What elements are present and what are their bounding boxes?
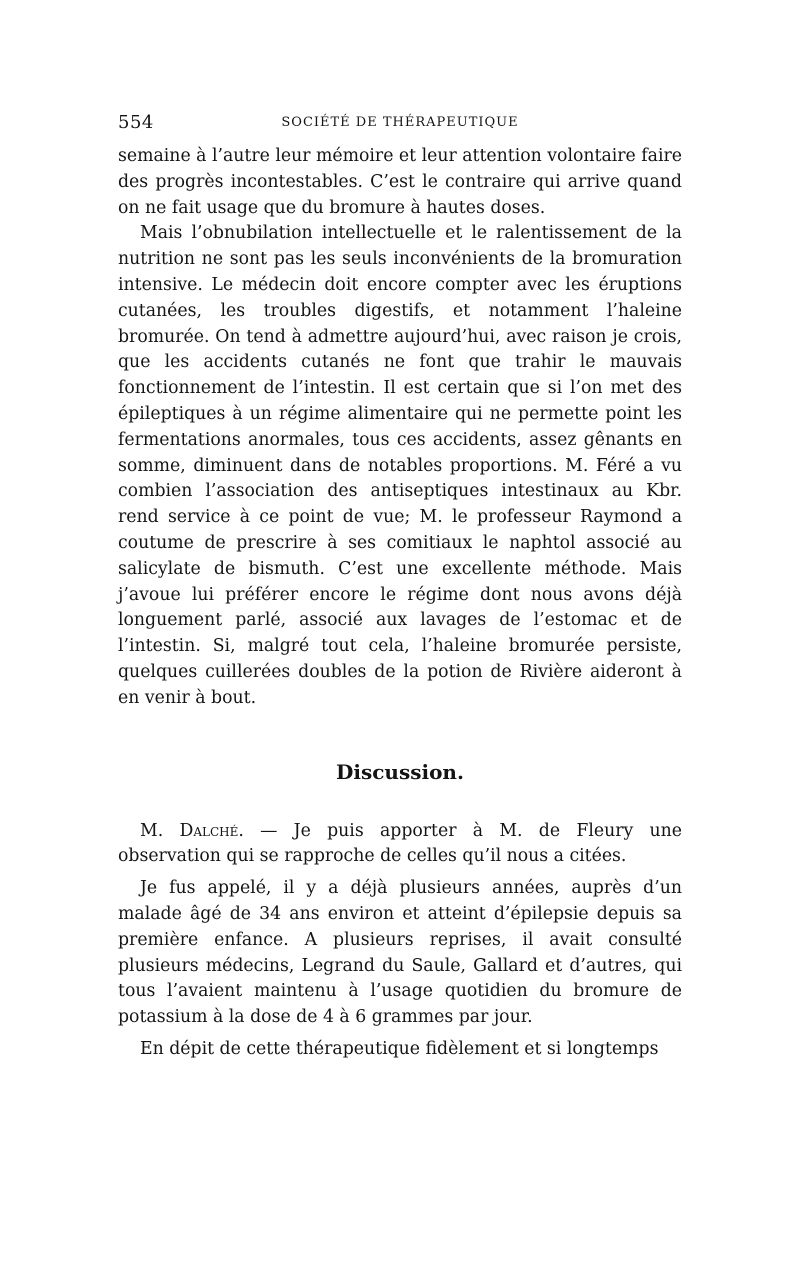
book-page [118, 112, 682, 1063]
discussion-paragraph: Je fus appelé, il y a déjà plusieurs années, auprès d’un malade âgé de 34 ans environ et atteint d’épilepsie depuis sa première enfance. A plusieurs reprises, il avait consulté plusieurs médecins, Legrand du Saule, Gallard et d’autres, qui tous l’avaient maintenu à l’usage quotidien du bromure de potassium à la dose de 4 à 6 grammes par jour. [118, 878, 682, 1028]
page-number: 554 [118, 112, 154, 133]
body-paragraph: Mais l’obnubilation intellectuelle et le ralentissement de la nutrition ne sont pas les seuls inconvénients de la bromuration intensive. Le médecin doit encore compter avec les éruptions cutanées, les troubles digestifs, et notamment l’haleine bromurée. On tend à admettre aujourd’hui, avec raison je crois, que les accidents cutanés ne font que trahir le mauvais fonctionnement de l’intestin. Il est certain que si l’on met des épileptiques à un régime alimentaire qui ne permette point les fermentations anormales, tous ces accidents, assez gênants en somme, diminuent dans de notables proportions. M. Féré a vu combien l’association des antiseptiques intestinaux au Kbr. rend service à ce point de vue; M. le professeur Raymond a coutume de prescrire à ses comitiaux le naphtol associé au salicylate de bismuth. C’est une excellente méthode. Mais j’avoue lui préférer encore le régime dont nous avons déjà longuement parlé, associé aux lavages de l’estomac et de l’intestin. Si, malgré tout cela, l’haleine bromurée persiste, quelques cuillerées doubles de la potion de Rivière aideront à en venir à bout. [118, 223, 682, 708]
running-title: SOCIÉTÉ DE THÉRAPEUTIQUE [281, 115, 519, 130]
discussion-paragraph [118, 819, 682, 871]
running-header [118, 112, 682, 136]
body-paragraph-continued: semaine à l’autre leur mémoire et leur attention volontaire faire des progrès incontestables. C’est le contraire qui arrive quand on ne fait usage que du bromure à hautes doses. [118, 146, 682, 218]
discussion-paragraph: En dépit de cette thérapeutique fidèlement et si longtemps [140, 1038, 659, 1059]
discussion-paragraph-text: — Je puis apporter à M. de Fleury une observation qui se rapproche de celles qu’il nous a citées. [118, 820, 683, 867]
section-heading: Discussion. [336, 759, 464, 784]
speaker-name: M. Dalché. [140, 820, 244, 841]
